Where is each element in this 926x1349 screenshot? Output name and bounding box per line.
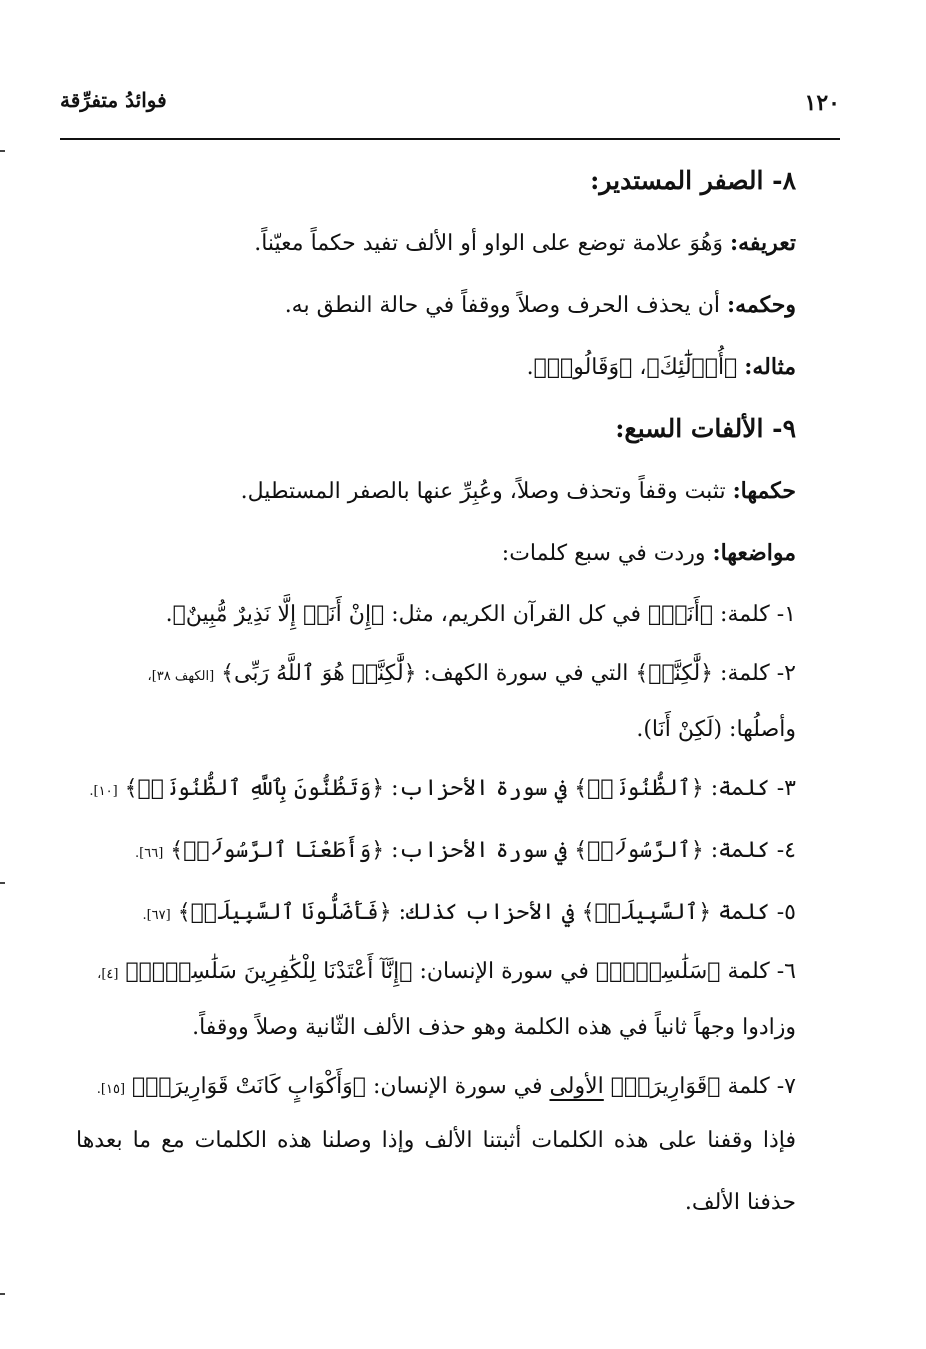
- list-item-2-citation: [الكهف ٣٨]،: [147, 669, 215, 684]
- places-label: مواضعها:: [712, 540, 796, 566]
- list-item-7-underlined-word: الأولى: [549, 1074, 604, 1099]
- list-item-3-text: ٣- كلمة: ﴿ٱلظُّنُونَا۠﴾ في سورة الأحزاب: ﴿وَتَظُنُّونَ بِٱللَّهِ ٱلظُّنُونَا۠﴾: [124, 776, 796, 801]
- example-paragraph: [76, 336, 796, 398]
- places-text: وردت في سبع كلمات:: [501, 541, 713, 566]
- list-item-6: [76, 944, 796, 1000]
- list-item-6-continuation: وزادوا وجهاً ثانياً في هذه الكلمة وهو حذف الألف الثّانية وصلاً ووقفاً.: [192, 1015, 796, 1040]
- running-title: فوائدُ متفرِّقة: [60, 88, 167, 112]
- list-item-4: [76, 820, 796, 882]
- list-item-5-text: ٥- كلمة ﴿ٱلسَّبِيلَا۠﴾ في الأحزاب كذلك: ﴿فَأَضَلُّونَا ٱلسَّبِيلَا۠﴾: [177, 900, 796, 925]
- example-text: ﴿أُو۟لَٰٓئِكَ﴾، ﴿وَقَالُوا۟﴾.: [526, 355, 745, 380]
- example-label: مثاله:: [744, 354, 796, 380]
- list-item-6-citation: [٤]،: [97, 967, 119, 982]
- list-item-2: [76, 646, 796, 702]
- scan-edge-mark: [0, 1293, 5, 1295]
- list-item-7-text-a: ٧- كلمة ﴿قَوَارِيرَا۠﴾: [603, 1074, 796, 1099]
- closing-line-1: فإذا وقفنا على هذه الكلمات أثبتنا الألف وإذا وصلنا هذه الكلمات مع ما بعدها: [76, 1128, 796, 1153]
- section-8-heading: ٨- الصفر المستدير:: [590, 166, 796, 195]
- list-item-1: ١- كلمة: ﴿أَنَا۠﴾ في كل القرآن الكريم، مثل: ﴿إِنْ أَنَا۠ إِلَّا نَذِيرٌ مُّبِينٌ﴾.: [165, 602, 796, 627]
- list-item-4-text: ٤- كلمة: ﴿ٱلرَّسُولَا۠﴾ في سورة الأحزاب: ﴿وَأَطَعْنَا ٱلرَّسُولَا۠﴾: [170, 838, 796, 863]
- list-item-2-text: ٢- كلمة: ﴿لَّٰكِنَّا۠﴾ التي في سورة الكهف: ﴿لَّٰكِنَّا۠ هُوَ ٱللَّهُ رَبِّى﴾: [221, 661, 796, 686]
- alif-ruling-label: حكمها:: [732, 478, 796, 504]
- list-item-7: [76, 1056, 796, 1118]
- ruling-text: أن يحذف الحرف وصلاً ووقفاً في حالة النطق به.: [284, 293, 727, 318]
- section-9-heading: ٩- الألفات السبع:: [615, 414, 796, 443]
- list-item-5-citation: [٦٧].: [142, 908, 171, 923]
- list-item-7-text-b: في سورة الإنسان: ﴿وَأَكْوَابٍ كَانَتْ قَوَارِيرَا۠﴾: [132, 1074, 550, 1099]
- ruling-paragraph: [76, 274, 796, 336]
- list-item-6-text: ٦- كلمة ﴿سَلَٰسِلَا۠﴾ في سورة الإنسان: ﴿إِنَّآ أَعْتَدْنَا لِلْكَٰفِرِينَ سَلَٰسِلَا۠﴾: [125, 959, 796, 984]
- closing-line-2: حذفنا الألف.: [684, 1190, 796, 1215]
- definition-label: تعريفه:: [729, 230, 796, 256]
- header-rule: [60, 138, 840, 140]
- alif-ruling-paragraph: [76, 460, 796, 522]
- page-number: ١٢٠: [804, 90, 840, 116]
- list-item-7-citation: [١٥].: [96, 1082, 126, 1097]
- scan-edge-mark: [0, 150, 5, 152]
- places-paragraph: [76, 522, 796, 584]
- definition-paragraph: [76, 212, 796, 274]
- closing-paragraph: [76, 1110, 796, 1234]
- list-item-4-citation: [٦٦].: [135, 846, 164, 861]
- list-item-3: [76, 758, 796, 820]
- main-text: [76, 150, 796, 1118]
- list-item-2-continuation: وأصلُها: (لَكِنْ أَنَا).: [636, 717, 796, 742]
- list-item-5: [76, 882, 796, 944]
- ruling-label: وحكمه:: [726, 292, 796, 318]
- alif-ruling-text: تثبت وقفاً وتحذف وصلاً، وعُبِرِّ عنها بالصفر المستطيل.: [240, 479, 733, 504]
- list-item-3-citation: [١٠].: [89, 784, 118, 799]
- definition-text: وَهُوَ علامة توضع على الواو أو الألف تفيد حكماً معيّناً.: [254, 231, 730, 256]
- page-header: [60, 88, 840, 128]
- scan-edge-mark: [0, 882, 5, 884]
